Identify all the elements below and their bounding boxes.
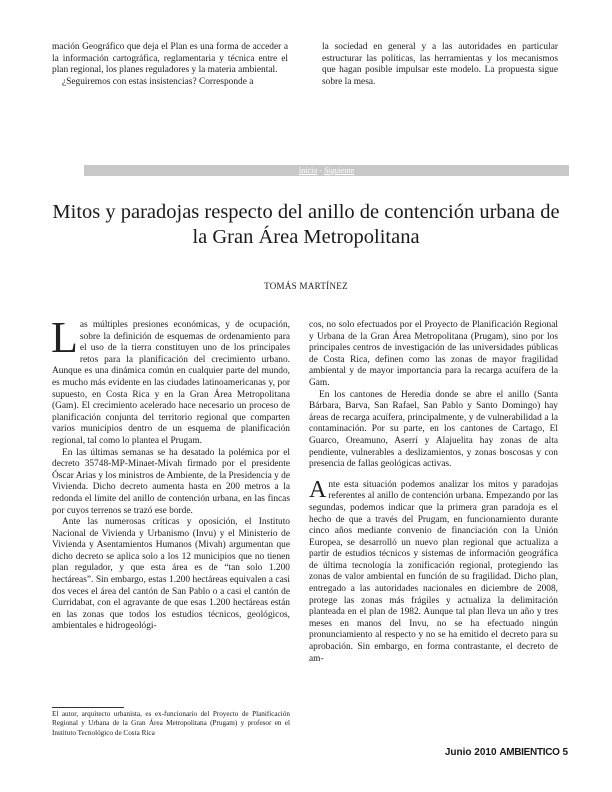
page-footer — [445, 747, 568, 758]
paragraph-text: nte esta situación podemos analizar los mitos y paradojas referentes al anillo de contención urbana. Empezando por las segundas, podemos indicar que la primera gran paradoja es el hecho de que a través del Prugam, en funcionamiento durante cinco años mediante convenio de financiación con la Unión Europea, se desarrolló un nuevo plan regional que actualiza a partir de estudios técnicos y sistemas de información geográfica de última tecnología la zonificación regional, protegiendo las zonas de valor ambiental en función de su fragilidad. Dicho plan, entregado a las autoridades nacionales en diciembre de 2008, protege las zonas más frágiles y actualiza la delimitación planteada en el plan de 1982. Aunque tal plan lleva un año y tres meses en manos del Invu, no se ha efectuado ningún pronunciamiento al respecto y no se ha emitido el decreto para su aprobación. Sin embargo, en forma contrastante, el decreto de am- — [309, 479, 558, 664]
previous-article-paragraph: ¿Seguiremos con estas insistencias? Corresponde a — [62, 76, 254, 87]
author-footnote: El autor, arquitecto urbanista, es ex-funcionario del Proyecto de Planificación Regional y Urbana de la Gran Área Metropolitana (Prugam) y profesor en el Instituto Tecnológico de Costa Rica — [52, 710, 290, 737]
siguiente-link[interactable]: Siguiente — [324, 166, 355, 175]
article-title: Mitos y paradojas respecto del anillo de contención urbana de la Gran Área Metropolitana — [52, 201, 560, 248]
article-paragraph — [309, 476, 558, 666]
article-paragraph: En los cantones de Heredia donde se abre el anillo (Santa Bárbara, Barva, San Rafael, San Pablo y Santo Domingo) hay áreas de recarga acuífera, principalmente, y de vulnerabilidad a la contaminación. Por su parte, en los cantones de Cartago, El Guarco, Oreamuno, Aserrí y Alajuelita hay zonas de alta pendiente, vulnerables a deslizamientos, y zonas boscosas y con presencia de fallas geológicas activas. — [309, 389, 558, 470]
article-paragraph — [51, 313, 290, 448]
section-gap — [309, 471, 558, 480]
navigation-bar — [84, 165, 569, 176]
nav-separator: - — [317, 166, 325, 175]
paragraph-text: as múltiples presiones económicas, y de ocupación, sobre la definición de esquemas de ordenamiento para el uso de la tierra constituyen uno de los principales retos para la planificación del crecimiento urbano. Aunque es una dinámica común en cualquier parte del mundo, es mucho más evidente en las ciudades latinoamericanas y, por supuesto, en Costa Rica y en la Gran Área Metropolitana (Gam). El crecimiento acelerado hace necesario un proceso de planificación conjunta del territorio regional que comparten varios municipios dentro de un esquema de planificación regional, tal como lo plantea el Prugam. — [52, 320, 290, 446]
article-paragraph: Ante las numerosas críticas y oposición, el Instituto Nacional de Vivienda y Urbanismo (Invu) y el Ministerio de Vivienda y Asentamientos Humanos (Mivah) argumentan que dicho decreto se aplica solo a los 12 municipios que no tienen plan regulador, y que esta área es de “tan solo 1.200 hectáreas”. Sin embargo, estas 1.200 hectáreas equivalen a casi dos veces el área del cantón de San Pablo o a casi el cantón de Curridabat, con el agravante de que esas 1.200 hectáreas están en las zonas que todos los estudios técnicos, geológicos, ambientales e hidrogeológi- — [52, 517, 290, 632]
drop-cap: A — [309, 476, 327, 503]
article-author: TOMÁS MARTÍNEZ — [264, 281, 348, 291]
page-number: 5 — [562, 747, 568, 758]
article-paragraph: En las últimas semanas se ha desatado la polémica por el decreto 35748-MP-Minaet-Mivah firmado por el presidente Óscar Arias y los ministros de Ambiente, de la Presidencia y de Vivienda. Dicho decreto aumenta hasta en 200 metros a la redonda el límite del anillo de contención urbana, en las fincas por cuyos terrenos se trazó ese borde. — [52, 447, 290, 516]
footnote-divider — [52, 707, 124, 708]
drop-cap: L — [51, 313, 78, 362]
previous-article-right-column — [322, 42, 558, 88]
article-right-column — [309, 320, 558, 665]
navigation-links — [84, 165, 569, 176]
previous-article-paragraph: la sociedad en general y a las autoridades en particular estructurar las políticas, las herramientas y los mecanismos que hagan posible impulsar este modelo. La propuesta sigue sobre la mesa. — [322, 42, 558, 87]
previous-article-paragraph: mación Geográfico que deja el Plan es una forma de acceder a la información cartográfica, reglamentaria y técnica entre el plan regional, los planes reguladores y la materia ambiental. — [52, 42, 288, 76]
previous-article-left-column — [52, 42, 288, 88]
magazine-name: AMBIENTICO — [499, 747, 560, 758]
inicio-link[interactable]: Inicio — [298, 166, 318, 175]
issue-date: Junio 2010 — [444, 747, 497, 758]
article-left-column — [51, 313, 290, 633]
article-paragraph: cos, no solo efectuados por el Proyecto de Planificación Regional y Urbana de la Gran Área Metropolitana (Prugam), sino por los principales centros de investigación de las universidades públicas de Costa Rica, definen como las zonas de mayor fragilidad ambiental y de mayor importancia para la recarga acuífera de la Gam. — [309, 320, 558, 388]
